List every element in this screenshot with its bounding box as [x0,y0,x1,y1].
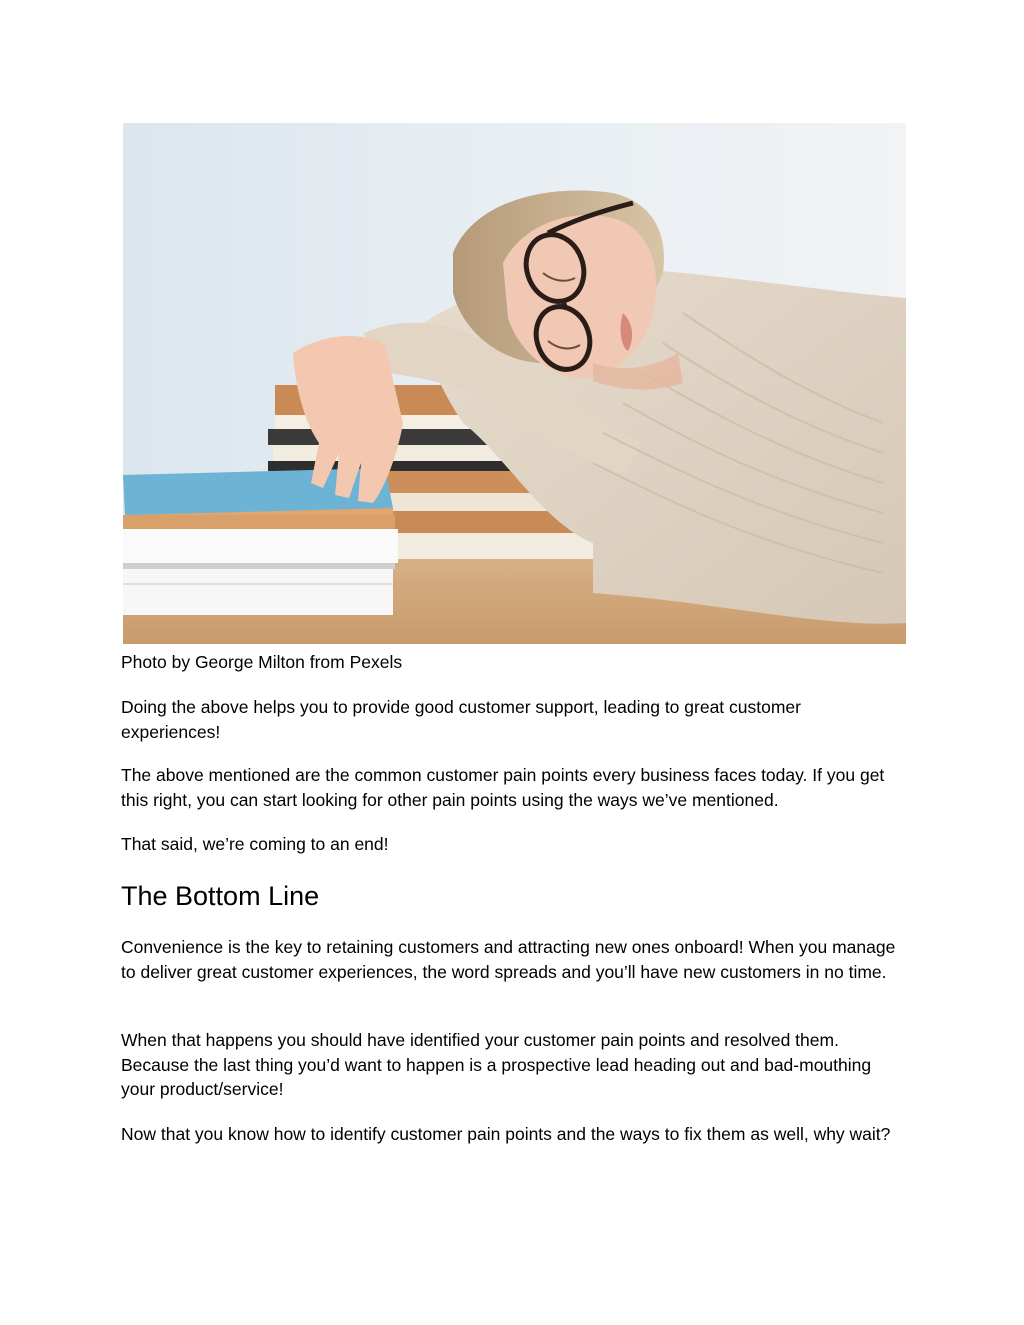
paragraph: The above mentioned are the common customer pain points every business faces today. If you get this right, you can start looking for other pain points using the ways we’ve mentioned. [121,765,885,810]
photo-caption: Photo by George Milton from Pexels [121,652,403,672]
paragraph: Convenience is the key to retaining customers and attracting new ones onboard! When you manage to deliver great customer experiences, the word spreads and you’ll have new customers in no time. [121,937,896,982]
paragraph: Doing the above helps you to provide good customer support, leading to great customer experiences! [121,697,801,742]
photo-sleeping-student [123,123,906,644]
paragraph: When that happens you should have identified your customer pain points and resolved them. Because the last thing you’d want to happen is a prospective lead heading out and bad-mouthing your product/service! [121,1030,872,1099]
paragraph: Now that you know how to identify customer pain points and the ways to fix them as well, why wait? [121,1124,891,1144]
paragraph: That said, we’re coming to an end! [121,834,389,854]
photo-illustration [123,123,906,644]
section-heading: The Bottom Line [121,881,320,911]
